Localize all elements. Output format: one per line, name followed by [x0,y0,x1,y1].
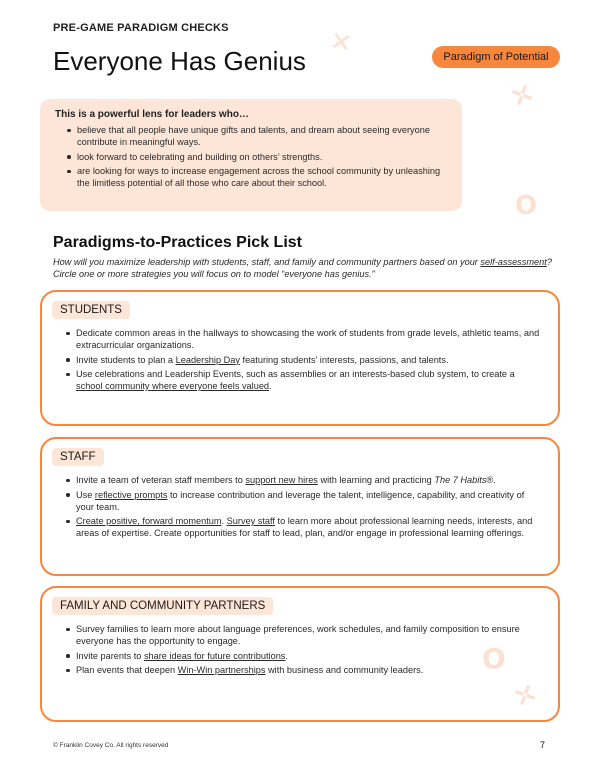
lens-list [55,124,446,189]
students-card [40,290,560,426]
item-text: Use [76,489,95,500]
page-number: 7 [540,740,546,750]
school-community-link[interactable]: school community where everyone feels valued [76,381,270,391]
paradigm-badge: Paradigm of Potential [432,46,560,68]
item-text: . [269,381,272,391]
students-label: STUDENTS [52,301,130,319]
list-item: Survey families to learn more about language preferences, work schedules, and family composition to ensure everyone has the opportunity to engage. [64,623,542,647]
copyright: © Franklin Covey Co. All rights reserved [53,742,169,749]
self-assessment-link[interactable]: self-assessment [480,257,547,267]
list-item [64,368,542,392]
item-text: to learn more about professional learning needs, interests, and areas of expertise. Create opportunities for staff to lead, plan, and/or engage in professional learning offerings. [76,516,533,538]
item-text: Invite students to plan a [76,354,176,365]
positive-momentum-link[interactable]: Create positive, forward momentum [76,516,222,526]
subtitle-text: ? Circle one or more strategies you will focus on to model “everyone has genius.” [53,257,552,279]
item-text: featuring students’ interests, passions, and talents. [239,354,449,365]
list-item [64,515,542,539]
list-item: Dedicate common areas in the hallways to showcasing the work of students from grade levels, athletic teams, and extracurricular organizations. [64,327,542,351]
item-text: Plan events that deepen [76,665,178,675]
item-text: . [285,650,288,661]
staff-label: STAFF [52,448,104,466]
lens-panel [40,99,462,211]
item-italic: The 7 Habits [434,475,487,485]
students-list [64,327,542,392]
decorative-plus-icon: ✛ [508,676,542,716]
item-text: Invite a team of veteran staff members to [76,475,246,485]
item-text: to increase contribution and leverage the talent, intelligence, capability, and creativity of your team. [76,489,525,512]
list-item [64,489,542,513]
picklist-subtitle [53,256,565,280]
item-text: ®. [486,475,496,485]
list-item [64,474,542,486]
picklist-title: Paradigms-to-Practices Pick List [53,234,302,251]
staff-card [40,437,560,576]
list-item: believe that all people have unique gifts and talents, and dream about seeing everyone contribute in meaningful ways. [65,124,446,148]
item-text: Invite parents to [76,650,144,661]
eyebrow-heading: PRE-GAME PARADIGM CHECKS [53,22,229,34]
list-item: look forward to celebrating and building on others’ strengths. [65,151,446,163]
win-win-link[interactable]: Win-Win partnerships [177,665,266,675]
lens-intro: This is a powerful lens for leaders who… [55,109,249,120]
list-item: are looking for ways to increase engagement across the school community by unleashing the limitless potential of all those who care about their school. [65,165,446,189]
page-title: Everyone Has Genius [53,46,306,76]
family-label: FAMILY AND COMMUNITY PARTNERS [52,597,273,615]
subtitle-text: How will you maximize leadership with students, staff, and family and community partners based on your [53,257,481,267]
survey-staff-link[interactable]: Survey staff [226,516,275,526]
item-text: with business and community leaders. [265,665,424,675]
decorative-x-icon: ✕ [327,26,355,60]
decorative-plus-icon: ✛ [505,76,539,116]
share-ideas-link[interactable]: share ideas for future contributions [143,650,286,661]
list-item [64,650,542,662]
list-item [64,354,542,366]
item-text: with learning and practicing [317,475,435,485]
list-item [64,664,542,676]
support-new-hires-link[interactable]: support new hires [245,475,318,485]
leadership-day-link[interactable]: Leadership Day [175,354,240,365]
reflective-prompts-link[interactable]: reflective prompts [94,489,168,500]
decorative-o-icon: O [482,642,506,675]
staff-list [64,474,542,539]
item-text: . [221,516,227,526]
item-text: Use celebrations and Leadership Events, such as assemblies or an interests-based club system, to create a [76,369,515,379]
decorative-o-icon: O [515,191,538,221]
family-list [64,623,542,676]
